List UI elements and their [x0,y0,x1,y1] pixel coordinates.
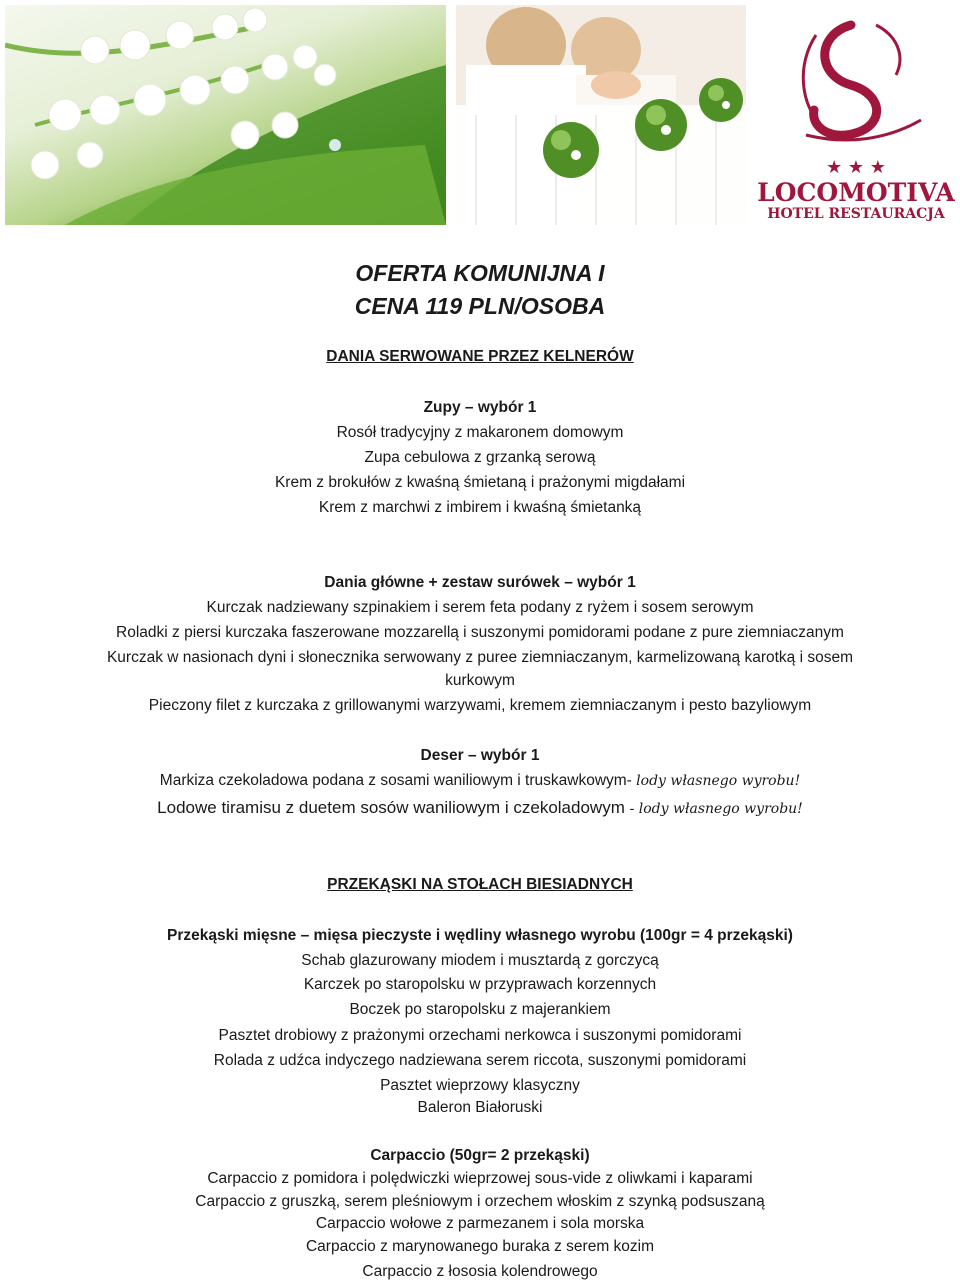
carpaccio-item: Carpaccio z łososia kolendrowego [362,1263,598,1280]
main-item: Pieczony filet z kurczaka z grillowanymi warzywami, kremem ziemniaczanym i pesto bazyliowym [148,697,812,714]
dessert-item [0,798,960,819]
dessert-item [0,771,960,791]
meat-item: Rolada z udźca indyczego nadziewana serem riccota, suszonymi pomidorami [213,1052,747,1069]
logo-name: LOCOMOTIVA [757,178,955,207]
carpaccio-item: Carpaccio z marynowanego buraka z serem kozim [305,1238,655,1255]
header [0,0,960,230]
lily-of-the-valley-photo [5,5,446,225]
dessert-item-text: Markiza czekoladowa podana z sosami waniliowym i truskawkowym- [159,772,637,789]
dessert-item-text: Lodowe tiramisu z duetem sosów waniliowym i czekoladowym [157,798,630,817]
logo-stars: ★ ★ ★ [826,157,886,178]
soup-item: Krem z marchwi z imbirem i kwaśną śmietanką [318,499,642,516]
mains-heading: Dania główne + zestaw surówek – wybór 1 [324,574,636,591]
logo-subtitle: HOTEL RESTAURACJA [767,206,945,222]
soup-item: Krem z brokułów z kwaśną śmietaną i prażonymi migdałami [274,474,686,491]
carpaccio-item: Carpaccio wołowe z parmezanem i sola morska [315,1215,645,1232]
hotel-logo [756,5,956,225]
main-item: Kurczak nadziewany szpinakiem i serem feta podany z ryżem i sosem serowym [206,599,754,616]
soup-item: Zupa cebulowa z grzanką serową [364,449,596,466]
section-heading-tables: PRZEKĄSKI NA STOŁACH BIESIADNYCH [327,876,633,893]
carpaccio-item: Carpaccio z pomidora i polędwiczki wieprzowej sous-vide z oliwkami i kaparami [207,1170,753,1187]
dessert-heading: Deser – wybór 1 [420,747,540,764]
dessert-item-note: - lody własnego wyrobu! [629,801,803,817]
offer-title: OFERTA KOMUNIJNA I [355,260,605,286]
meat-item: Pasztet wieprzowy klasyczny [380,1077,580,1094]
main-item-continuation: kurkowym [445,672,515,689]
dessert-item-note: lody własnego wyrobu! [636,773,801,789]
soups-heading: Zupy – wybór 1 [423,399,537,416]
meat-item: Schab glazurowany miodem i musztardą z gorczycą [301,952,659,969]
main-item: Roladki z piersi kurczaka faszerowane mozzarellą i suszonymi pomidorami podane z pure ziemniaczanym [116,624,844,641]
meat-item: Baleron Białoruski [417,1099,543,1116]
meat-item: Karczek po staropolsku w przyprawach korzennych [303,976,657,993]
soup-item: Rosół tradycyjny z makaronem domowym [336,424,624,441]
section-heading-served: DANIA SERWOWANE PRZEZ KELNERÓW [326,348,634,365]
meat-item: Pasztet drobiowy z prażonymi orzechami nerkowca i suszonymi pomidorami [218,1027,742,1044]
meats-heading: Przekąski mięsne – mięsa pieczyste i wędliny własnego wyrobu (100gr = 4 przekąski) [167,927,793,944]
offer-price: CENA 119 PLN/OSOBA [354,293,606,319]
meat-item: Boczek po staropolsku z majerankiem [349,1001,611,1018]
main-item: Kurczak w nasionach dyni i słonecznika serwowany z puree ziemniaczanym, karmelizowaną karotką i sosem [106,649,854,666]
communion-children-photo [456,5,746,225]
carpaccio-item: Carpaccio z gruszką, serem pleśniowym i orzechem włoskim z szynką podsuszaną [195,1193,765,1210]
carpaccio-heading: Carpaccio (50gr= 2 przekąski) [370,1147,590,1164]
